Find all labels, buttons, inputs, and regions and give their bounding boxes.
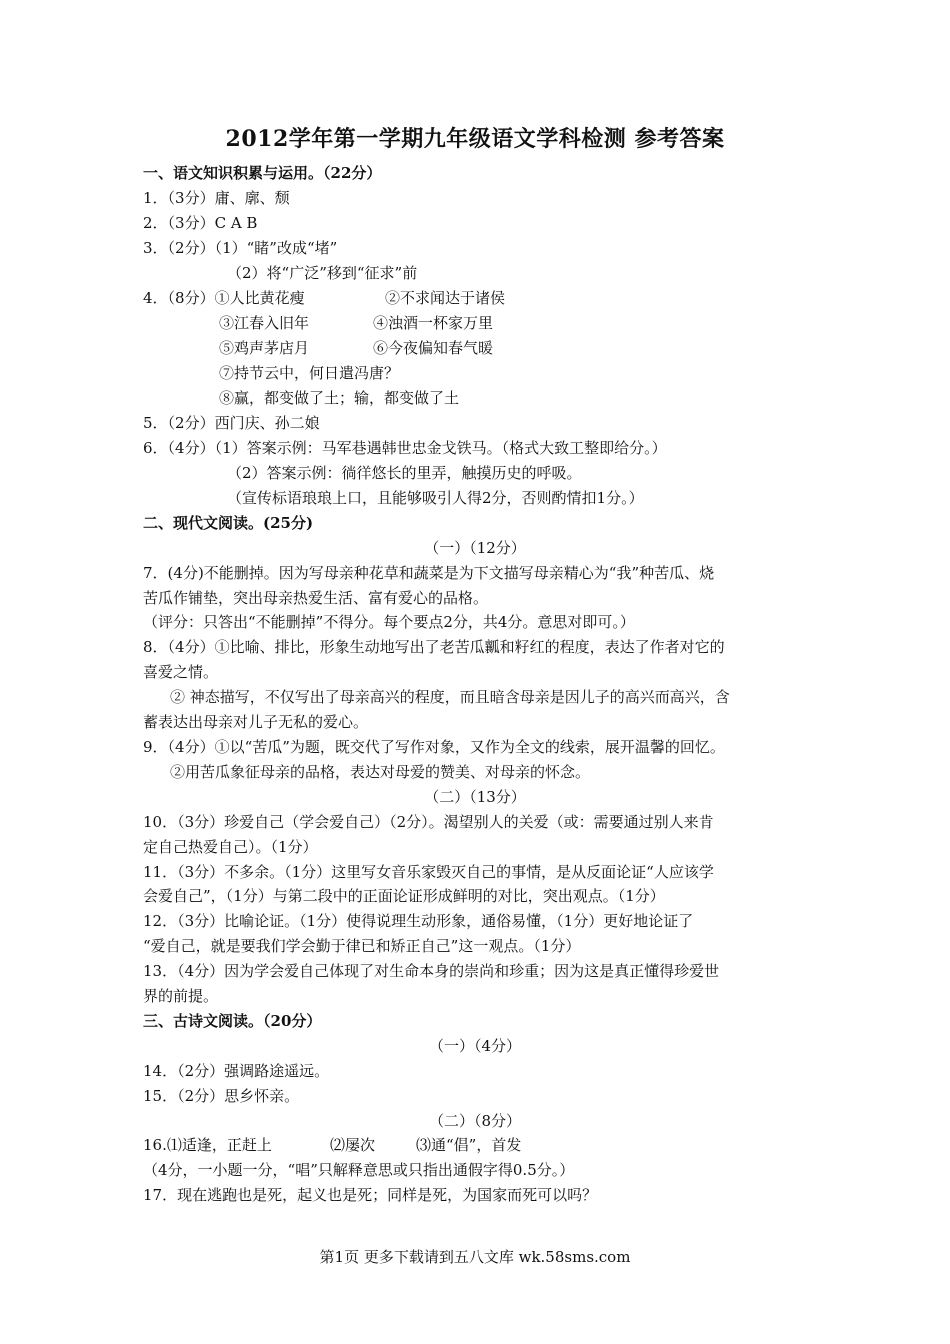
answer-line: 5．（2分）西门庆、孙二娘 (143, 414, 320, 432)
answer-line: （2）答案示例：徜徉悠长的里弄，触摸历史的呼吸。 (227, 464, 582, 482)
section-heading-1: 一、语文知识积累与运用。（22分） (143, 164, 382, 182)
answer-line: 喜爱之情。 (143, 663, 219, 681)
answer-line: 12．（3分）比喻论证。（1分）使得说理生动形象，通俗易懂，（1分）更好地论证了 (143, 912, 694, 930)
section-heading-3: 三、古诗文阅读。（20分） (143, 1012, 322, 1030)
answer-line: 10．（3分）珍爱自己（学会爱自己）（2分）。渴望别人的关爱（或：需要通过别人来肯 (143, 813, 714, 831)
answer-line: ⑦持节云中，何日遣冯唐？ (219, 364, 400, 382)
answer-line: ⑧赢，都变做了土；输，都变做了土 (219, 389, 460, 407)
answer-line: 15．（2分）思乡怀亲。 (143, 1087, 300, 1105)
answer-line: ⑥今夜偏知春气暖 (373, 339, 494, 357)
answer-line: 16.⑴适逢，正赶上 (143, 1136, 272, 1154)
answer-line: 8．（4分）①比喻、排比，形象生动地写出了老苦瓜瓤和籽红的程度，表达了作者对它的 (143, 638, 725, 656)
subsection-heading: （一）（12分） (424, 539, 526, 557)
page-title: 2012学年第一学期九年级语文学科检测 参考答案 (225, 126, 725, 152)
answer-line: 9．（4分）①以“苦瓜”为题，既交代了写作对象，又作为全文的线索，展开温馨的回忆。 (143, 738, 725, 756)
answer-line: ②不求闻达于诸侯 (385, 289, 506, 307)
section-heading-2: 二、现代文阅读。(25分) (143, 514, 314, 532)
answer-line: 界的前提。 (143, 987, 219, 1005)
subsection-heading: （二）（8分） (428, 1112, 522, 1130)
answer-line: 4．（8分）①人比黄花瘦 (143, 289, 305, 307)
answer-line: ② 神态描写，不仅写出了母亲高兴的程度，而且暗含母亲是因儿子的高兴而高兴，含 (170, 688, 730, 706)
answer-line: （4分，一小题一分，“唱”只解释意思或只指出通假字得0.5分。） (143, 1161, 575, 1179)
answer-line: 11．（3分）不多余。（1分）这里写女音乐家毁灭自己的事情，是从反面论证“人应该学 (143, 863, 714, 881)
answer-line: 定自己热爱自己）。（1分） (143, 838, 318, 856)
answer-line: ⑶通“倡”，首发 (416, 1136, 522, 1154)
answer-line: 7．(4分)不能删掉。因为写母亲种花草和蔬菜是为下文描写母亲精心为“我”种苦瓜、烧 (143, 564, 715, 582)
answer-line: 1．（3分）庸、廓、颓 (143, 189, 290, 207)
answer-line: 蓄表达出母亲对儿子无私的爱心。 (143, 713, 369, 731)
answer-line: ⑤鸡声茅店月 (219, 339, 310, 357)
answer-line: 3．（2分）（1）“睹”改成“堵” (143, 239, 338, 257)
answer-line: 苦瓜作铺垫，突出母亲热爱生活、富有爱心的品格。 (143, 589, 489, 607)
answer-line: 会爱自己”，（1分）与第二段中的正面论证形成鲜明的对比，突出观点。（1分） (143, 887, 665, 905)
answer-line: ④浊酒一杯家万里 (373, 314, 494, 332)
answer-line: 14．（2分）强调路途遥远。 (143, 1062, 330, 1080)
answer-line: （评分：只答出“不能删掉”不得分。每个要点2分，共4分。意思对即可。） (143, 613, 635, 631)
subsection-heading: （一）（4分） (428, 1037, 522, 1055)
answer-line: 17．现在逃跑也是死，起义也是死；同样是死，为国家而死可以吗？ (143, 1186, 598, 1204)
answer-line: （2）将“广泛”移到“征求”前 (227, 264, 418, 282)
answer-line: ②用苦瓜象征母亲的品格，表达对母爱的赞美、对母亲的怀念。 (170, 763, 591, 781)
answer-line: 6．（4分）（1）答案示例：马军巷遇韩世忠金戈铁马。（格式大致工整即给分。） (143, 439, 667, 457)
answer-line: 2．（3分）C A B (143, 214, 258, 232)
answer-line: （宣传标语琅琅上口，且能够吸引人得2分，否则酌情扣1分。） (227, 489, 644, 507)
subsection-heading: （二）（13分） (424, 788, 526, 806)
answer-line: 13．（4分）因为学会爱自己体现了对生命本身的崇尚和珍重；因为这是真正懂得珍爱世 (143, 962, 720, 980)
answer-line: ③江春入旧年 (219, 314, 310, 332)
answer-line: ⑵屡次 (330, 1136, 376, 1154)
page-footer: 第1页 更多下载请到五八文库 wk.58sms.com (319, 1248, 631, 1266)
answer-line: “爱自己，就是要我们学会勤于律已和矫正自己”这一观点。（1分） (143, 937, 581, 955)
